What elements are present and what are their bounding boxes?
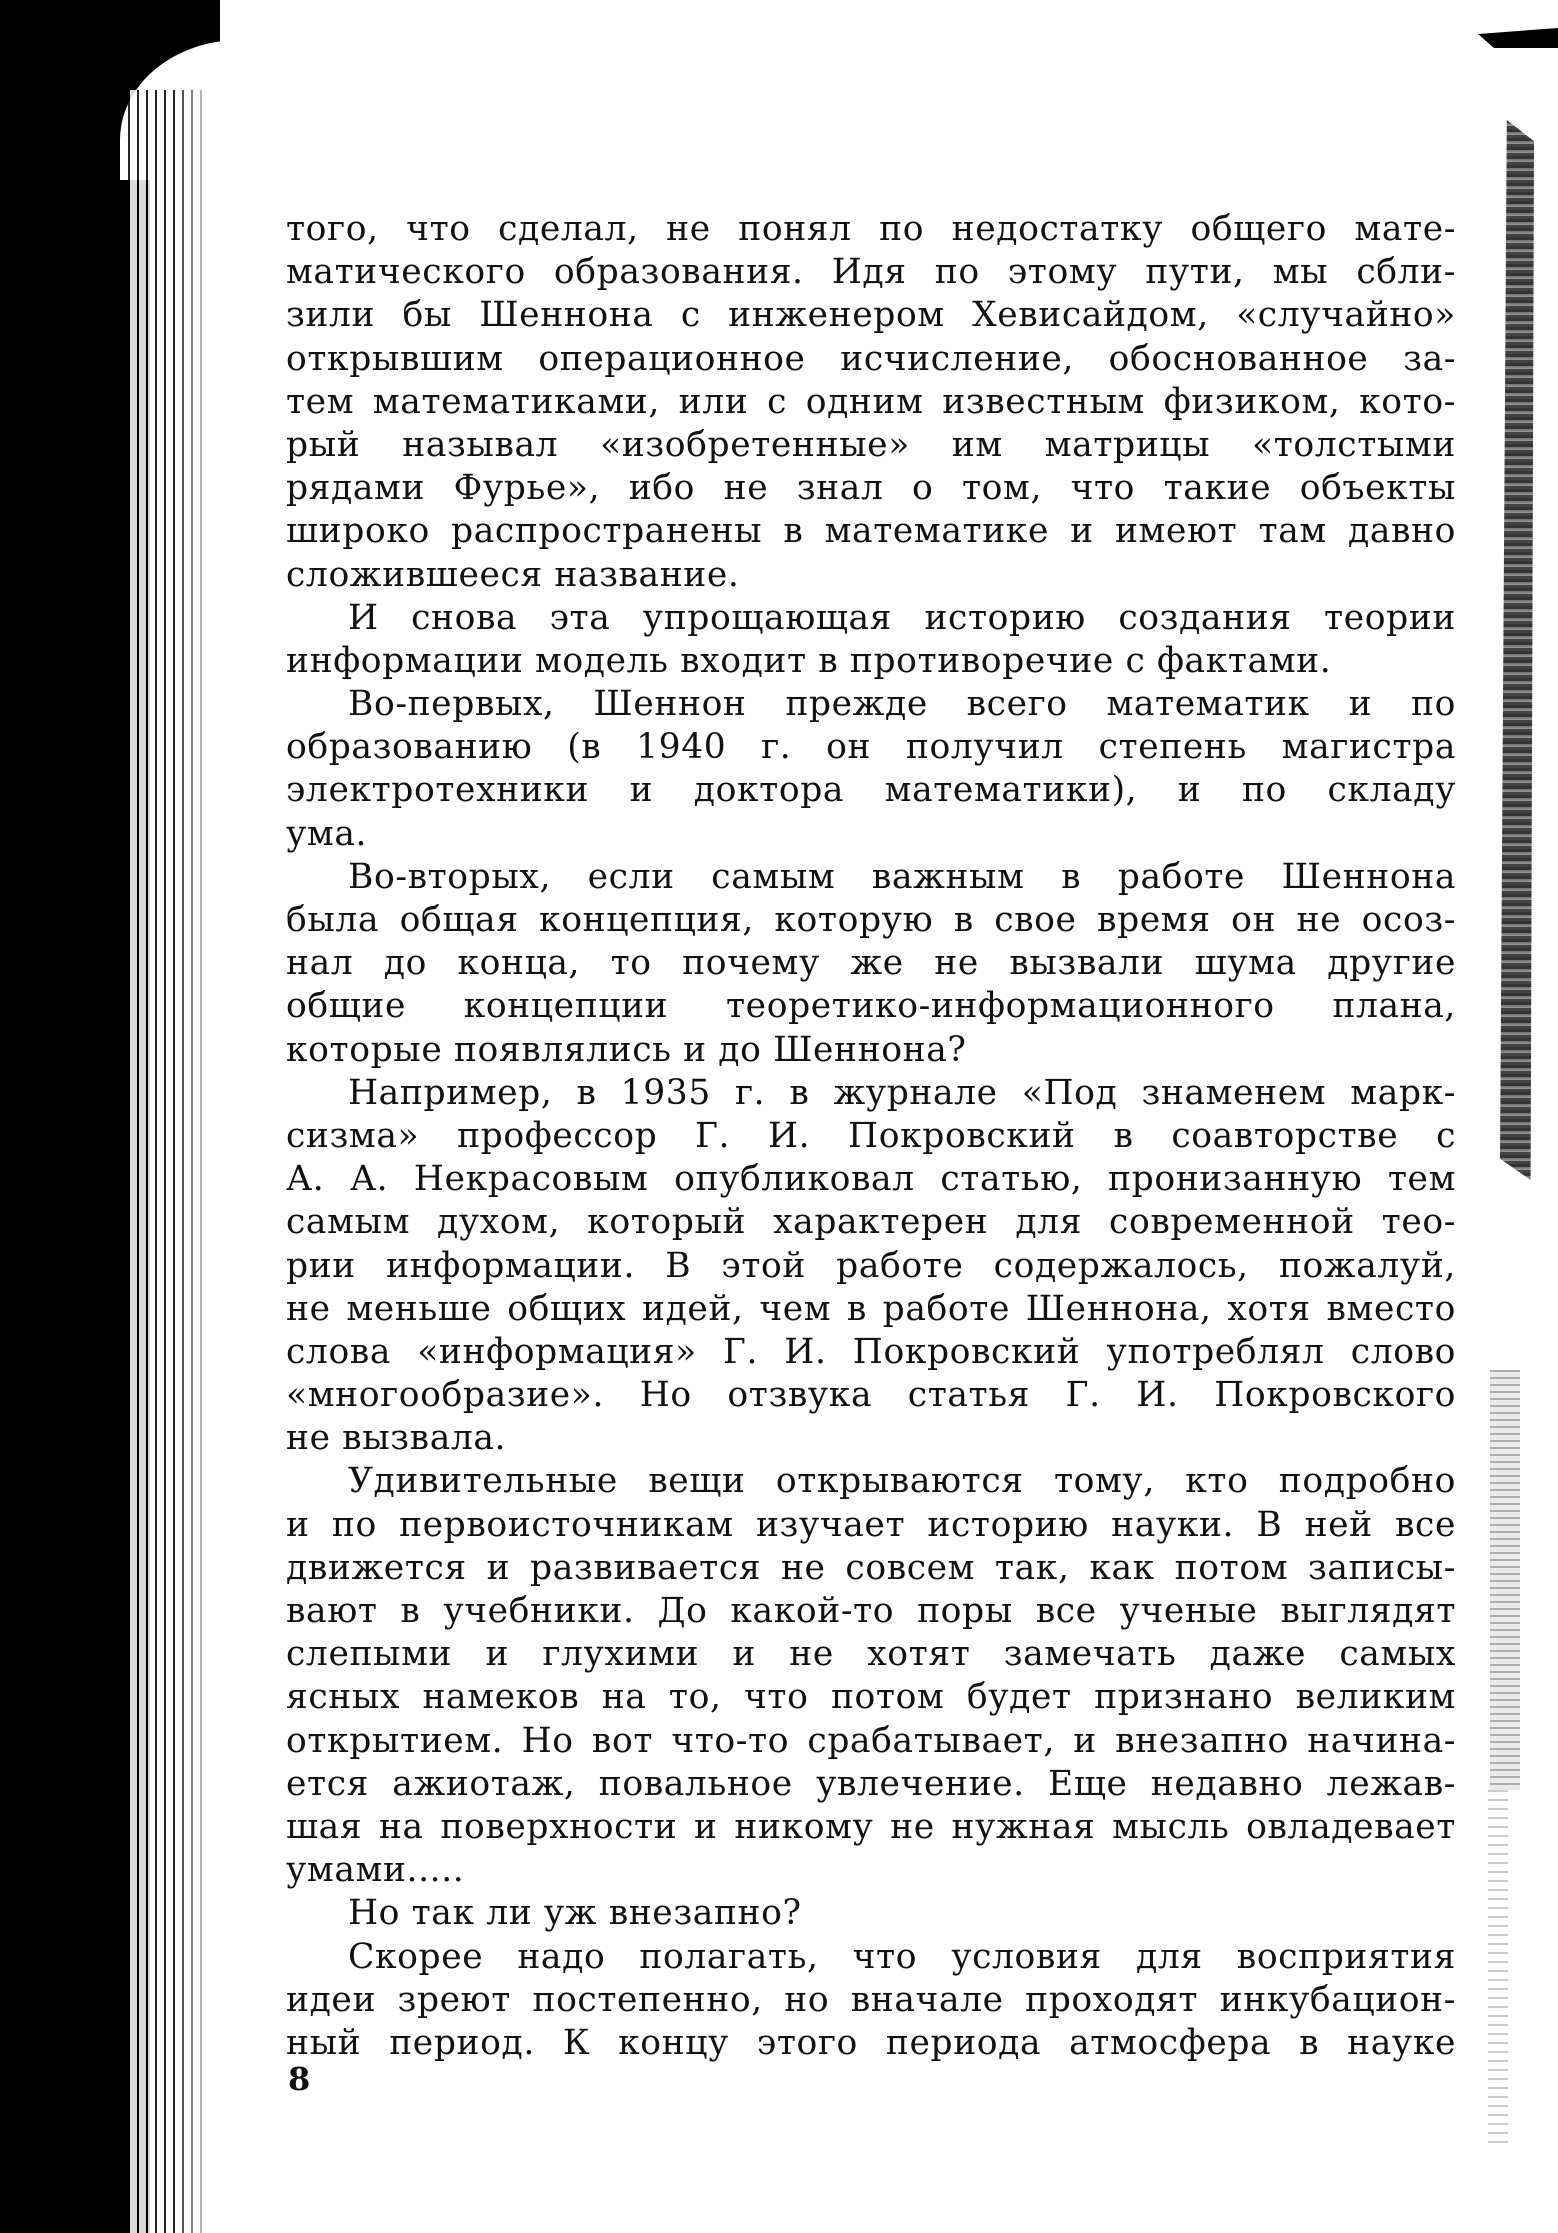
text-line: открытием. Но вот что-то срабатывает, и внезапно начина-	[286, 1720, 1456, 1761]
text-line: образованию (в 1940 г. он получил степень магистра	[286, 727, 1456, 768]
text-line: слова «информация» Г. И. Покровский употреблял слово	[286, 1331, 1456, 1372]
text-line: информации модель входит в противоречие с фактами.	[286, 640, 1332, 681]
text-line: которые появлялись и до Шеннона?	[286, 1029, 967, 1070]
bleed-through-middle	[1490, 1370, 1520, 1790]
text-line: ясных намеков на то, что потом будет признано великим	[286, 1677, 1456, 1718]
text-line: слепыми и глухими и не хотят замечать даже самых	[286, 1634, 1456, 1675]
text-line: движется и развивается не совсем так, как потом записы-	[286, 1547, 1456, 1588]
page-number: 8	[288, 2060, 311, 2098]
text-line: вают в учебники. До какой-то поры все ученые выглядят	[286, 1591, 1456, 1631]
text-line: умами.....	[286, 1850, 465, 1891]
text-line: матического образования. Идя по этому пути, мы сбли-	[286, 252, 1456, 293]
text-line: не вызвала.	[286, 1418, 507, 1459]
bleed-through-upper	[1500, 120, 1534, 1180]
text-line: «многообразие». Но отзвука статья Г. И. Покровского	[286, 1375, 1456, 1416]
text-line: Во-вторых, если самым важным в работе Шеннона	[348, 856, 1456, 897]
text-line: ный период. К концу этого периода атмосфера в науке	[286, 2022, 1456, 2063]
text-line: сизма» профессор Г. И. Покровский в соавторстве с	[286, 1115, 1456, 1156]
text-line: шая на поверхности и никому не нужная мысль овладевает	[286, 1806, 1456, 1847]
text-line: зили бы Шеннона с инженером Хевисайдом, «случайно»	[286, 295, 1456, 336]
scan-top-right-mark	[1478, 28, 1558, 48]
text-line: идеи зреют постепенно, но вначале проходят инкубацион-	[286, 1979, 1456, 2020]
text-line: рии информации. В этой работе содержалось, пожалуй,	[286, 1245, 1456, 1286]
text-line: И снова эта упрощающая историю создания теории	[348, 597, 1456, 638]
text-line: не меньше общих идей, чем в работе Шеннона, хотя вместо	[286, 1288, 1456, 1329]
book-edge-fade	[175, 90, 215, 2233]
text-line: широко распространены в математике и имеют там давно	[286, 511, 1456, 552]
text-line: самым духом, который характерен для современной тео-	[286, 1202, 1456, 1243]
body-text	[286, 208, 1456, 2065]
text-line: Удивительные вещи открываются тому, кто подробно	[348, 1461, 1456, 1502]
text-line: ется ажиотаж, повальное увлечение. Еще недавно лежав-	[286, 1763, 1456, 1804]
text-line: была общая концепция, которую в свое время он не осоз-	[286, 900, 1456, 940]
text-line: открывшим операционное исчисление, обоснованное за-	[286, 338, 1456, 379]
text-line: Но так ли уж внезапно?	[348, 1893, 802, 1934]
text-line: тем математиками, или с одним известным физиком, кото-	[286, 381, 1456, 422]
text-line: Скорее надо полагать, что условия для восприятия	[348, 1936, 1456, 1977]
text-line: нал до конца, то почему же не вызвали шума другие	[286, 943, 1456, 984]
text-line: общие концепции теоретико-информационного плана,	[286, 986, 1456, 1027]
text-line: А. А. Некрасовым опубликовал статью, пронизанную тем	[286, 1159, 1456, 1200]
text-line: рый называл «изобретенные» им матрицы «толстыми	[286, 424, 1456, 465]
text-line: ума.	[286, 813, 368, 854]
bleed-through-lower	[1488, 1790, 1508, 2150]
text-line: сложившееся название.	[286, 554, 740, 595]
text-line: того, что сделал, не понял по недостатку общего мате-	[286, 209, 1456, 249]
text-line: Во-первых, Шеннон прежде всего математик и по	[348, 684, 1456, 725]
text-line: и по первоисточникам изучает историю науки. В ней все	[286, 1504, 1456, 1545]
text-line: электротехники и доктора математики), и по складу	[286, 770, 1456, 811]
text-line: рядами Фурье», ибо не знал о том, что такие объекты	[286, 468, 1456, 509]
text-line: Например, в 1935 г. в журнале «Под знаменем марк-	[348, 1072, 1456, 1113]
